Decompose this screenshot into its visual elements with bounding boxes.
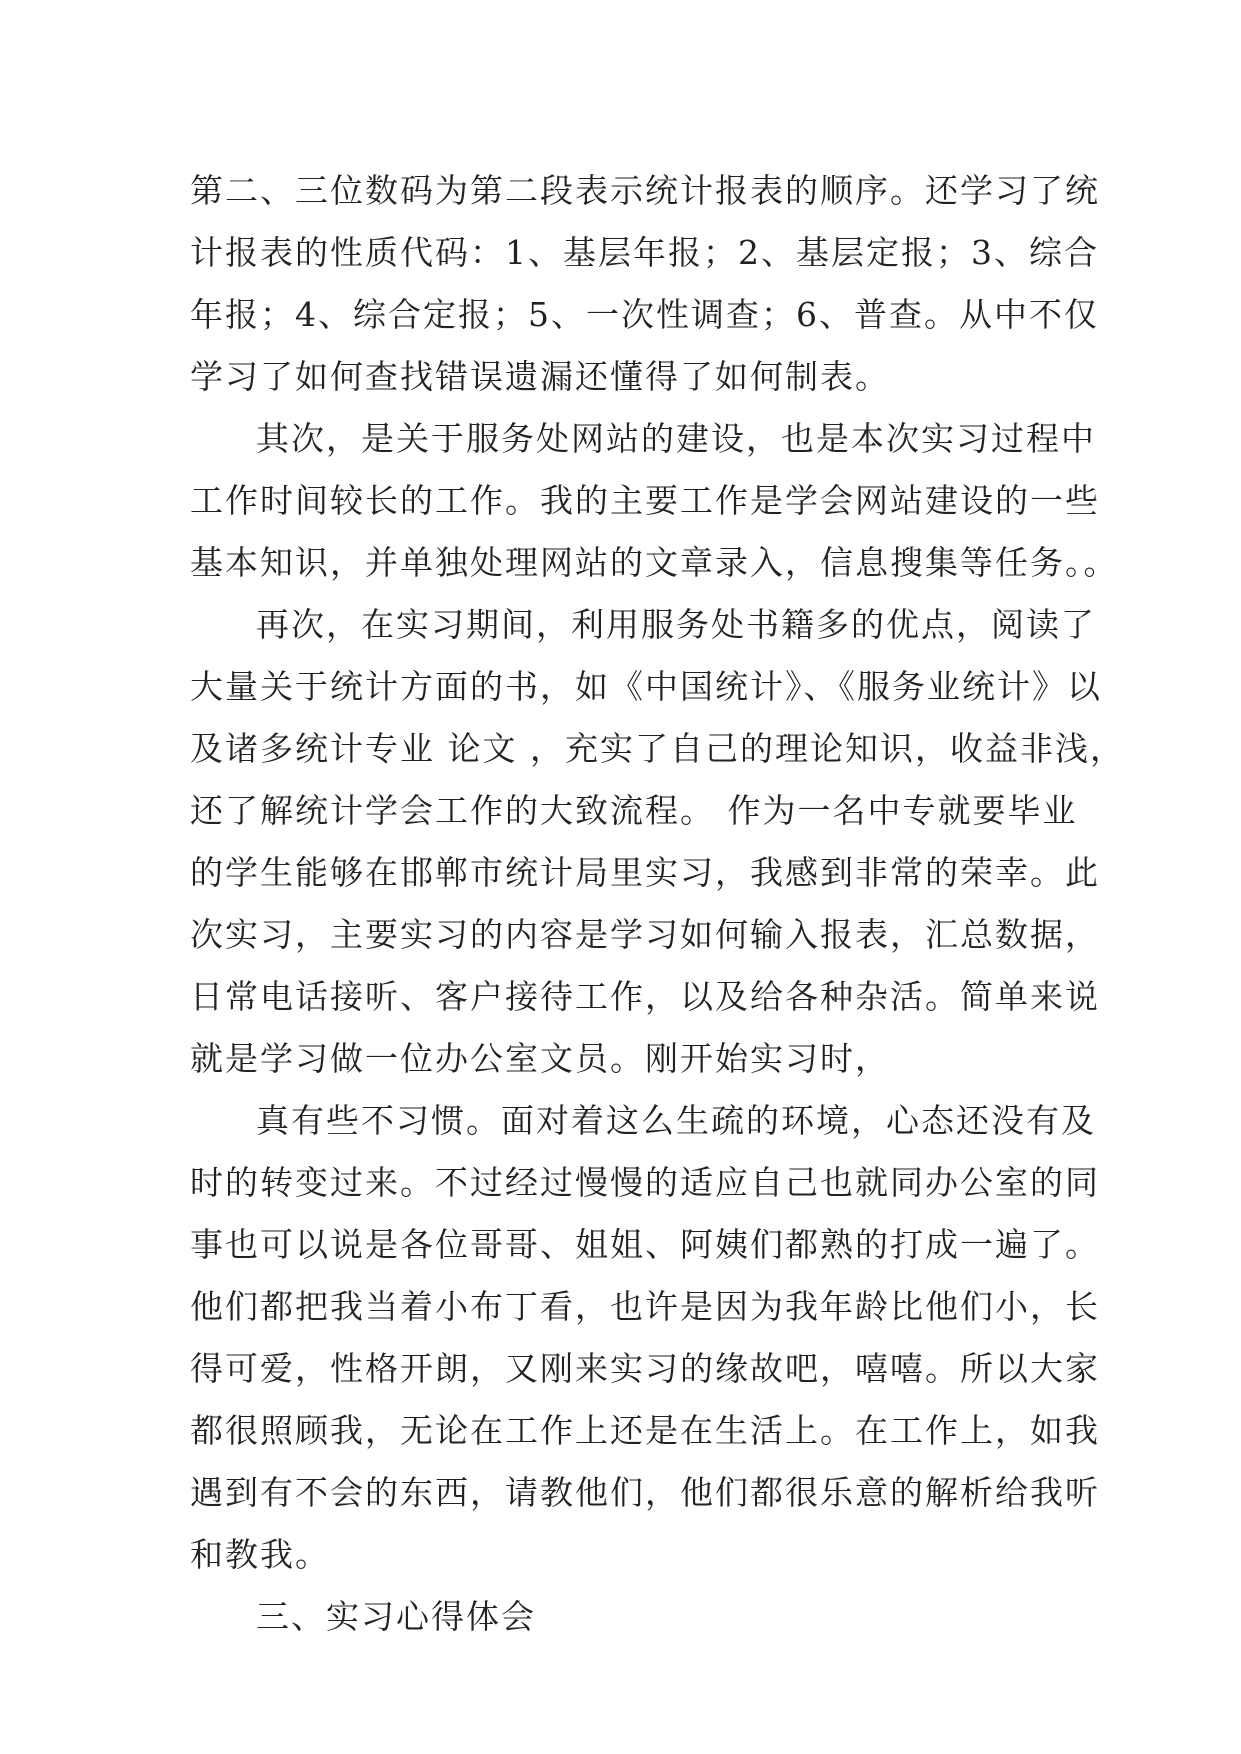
text-line: 基本知识，并单独处理网站的文章录入，信息搜集等任务。。: [190, 543, 1119, 582]
text-line: 大量关于统计方面的书，如《中国统计》、《服务业统计》以: [190, 667, 1102, 706]
text-line: 都很照顾我，无论在工作上还是在生活上。在工作上，如我: [190, 1411, 1100, 1450]
text-line: 第二、三位数码为第二段表示统计报表的顺序。还学习了统: [190, 171, 1100, 210]
text-line: 的学生能够在邯郸市统计局里实习，我感到非常的荣幸。此: [190, 853, 1100, 892]
text-line: 就是学习做一位办公室文员。刚开始实习时，: [190, 1039, 890, 1078]
text-line: 还了解统计学会工作的大致流程。 作为一名中专就要毕业: [190, 791, 1078, 830]
body-text: [190, 160, 1125, 1648]
text-line: 次实习，主要实习的内容是学习如何输入报表，汇总数据，: [190, 915, 1100, 954]
text-line: 他们都把我当着小布丁看，也许是因为我年龄比他们小，长: [190, 1287, 1100, 1326]
section-heading: 三、实习心得体会: [256, 1597, 536, 1636]
text-line: 学习了如何查找错误遗漏还懂得了如何制表。: [190, 357, 890, 396]
text-line: 得可爱，性格开朗，又刚来实习的缘故吧，嘻嘻。所以大家: [190, 1349, 1100, 1388]
paragraph-first-line: 其次，是关于服务处网站的建设，也是本次实习过程中: [256, 419, 1096, 458]
paragraph-first-line: 再次，在实习期间，利用服务处书籍多的优点，阅读了: [256, 605, 1096, 644]
text-line: 及诸多统计专业 论文 ，充实了自己的理论知识，收益非浅，: [190, 729, 1125, 768]
text-line: 时的转变过来。不过经过慢慢的适应自己也就同办公室的同: [190, 1163, 1100, 1202]
text-line: 计报表的性质代码：1、基层年报；2、基层定报；3、综合: [190, 233, 1099, 272]
text-line: 事也可以说是各位哥哥、姐姐、阿姨们都熟的打成一遍了。: [190, 1225, 1100, 1264]
text-line: 和教我。: [190, 1535, 330, 1574]
text-line: 日常电话接听、客户接待工作，以及给各种杂活。简单来说: [190, 977, 1100, 1016]
text-line: 年报；4、综合定报；5、一次性调查；6、普查。从中不仅: [190, 295, 1099, 334]
text-line: 工作时间较长的工作。我的主要工作是学会网站建设的一些: [190, 481, 1100, 520]
text-line: 遇到有不会的东西，请教他们，他们都很乐意的解析给我听: [190, 1473, 1100, 1512]
paragraph-first-line: 真有些不习惯。面对着这么生疏的环境，心态还没有及: [256, 1101, 1096, 1140]
